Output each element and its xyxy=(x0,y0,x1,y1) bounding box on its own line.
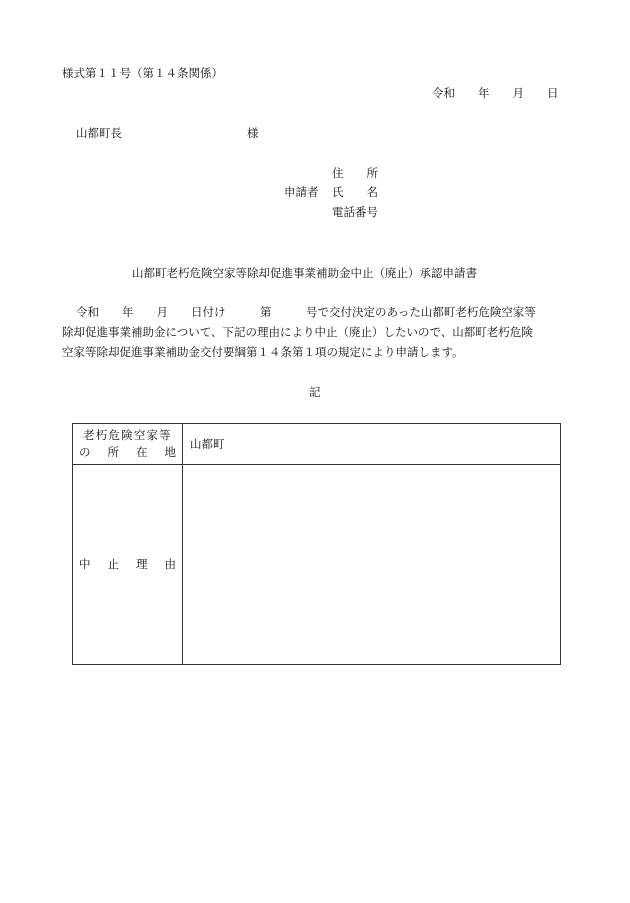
table-row-location xyxy=(73,424,561,465)
table-row-reason xyxy=(73,465,561,665)
location-label-char: 在 xyxy=(136,445,148,459)
location-label-line2 xyxy=(73,444,182,461)
reason-label-cell xyxy=(73,465,183,665)
location-label-char: 所 xyxy=(107,445,119,459)
reason-label xyxy=(73,556,182,573)
location-label-cell xyxy=(73,424,183,465)
reason-value-cell[interactable] xyxy=(183,465,561,665)
form-number: 様式第１１号（第１４条関係） xyxy=(62,66,223,80)
reason-label-char: 中 xyxy=(79,557,91,571)
body-line: 空家等除却促進事業補助金交付要綱第１４条第１項の規定により申請します。 xyxy=(62,345,464,359)
location-label-line1: 老朽危険空家等 xyxy=(83,428,172,442)
location-label-char: 地 xyxy=(164,445,176,459)
reason-label-char: 理 xyxy=(136,557,148,571)
date-line: 令和 年 月 日 xyxy=(432,86,559,100)
applicant-label: 申請者 xyxy=(284,185,319,199)
application-table xyxy=(72,423,561,665)
body-line: 除却促進事業補助金について、下記の理由により中止（廃止）したいので、山都町老朽危険 xyxy=(62,325,533,339)
body-line: 令和 年 月 日付け 第 号で交付決定のあった山都町老朽危険空家等 xyxy=(76,305,536,319)
addressee-name: 山都町長 xyxy=(76,126,122,140)
addressee-honorific: 様 xyxy=(247,126,259,140)
location-label-char: の xyxy=(79,445,91,459)
reason-label-char: 由 xyxy=(164,557,176,571)
applicant-phone-label: 電話番号 xyxy=(332,205,378,219)
applicant-name-label: 氏 名 xyxy=(332,185,378,199)
location-value: 山都町 xyxy=(190,437,225,451)
reason-label-char: 止 xyxy=(107,557,119,571)
ki-heading: 記 xyxy=(309,385,321,399)
location-value-cell[interactable] xyxy=(183,424,561,465)
document-title: 山都町老朽危険空家等除却促進事業補助金中止（廃止）承認申請書 xyxy=(132,266,477,280)
applicant-address-label: 住 所 xyxy=(332,166,378,180)
